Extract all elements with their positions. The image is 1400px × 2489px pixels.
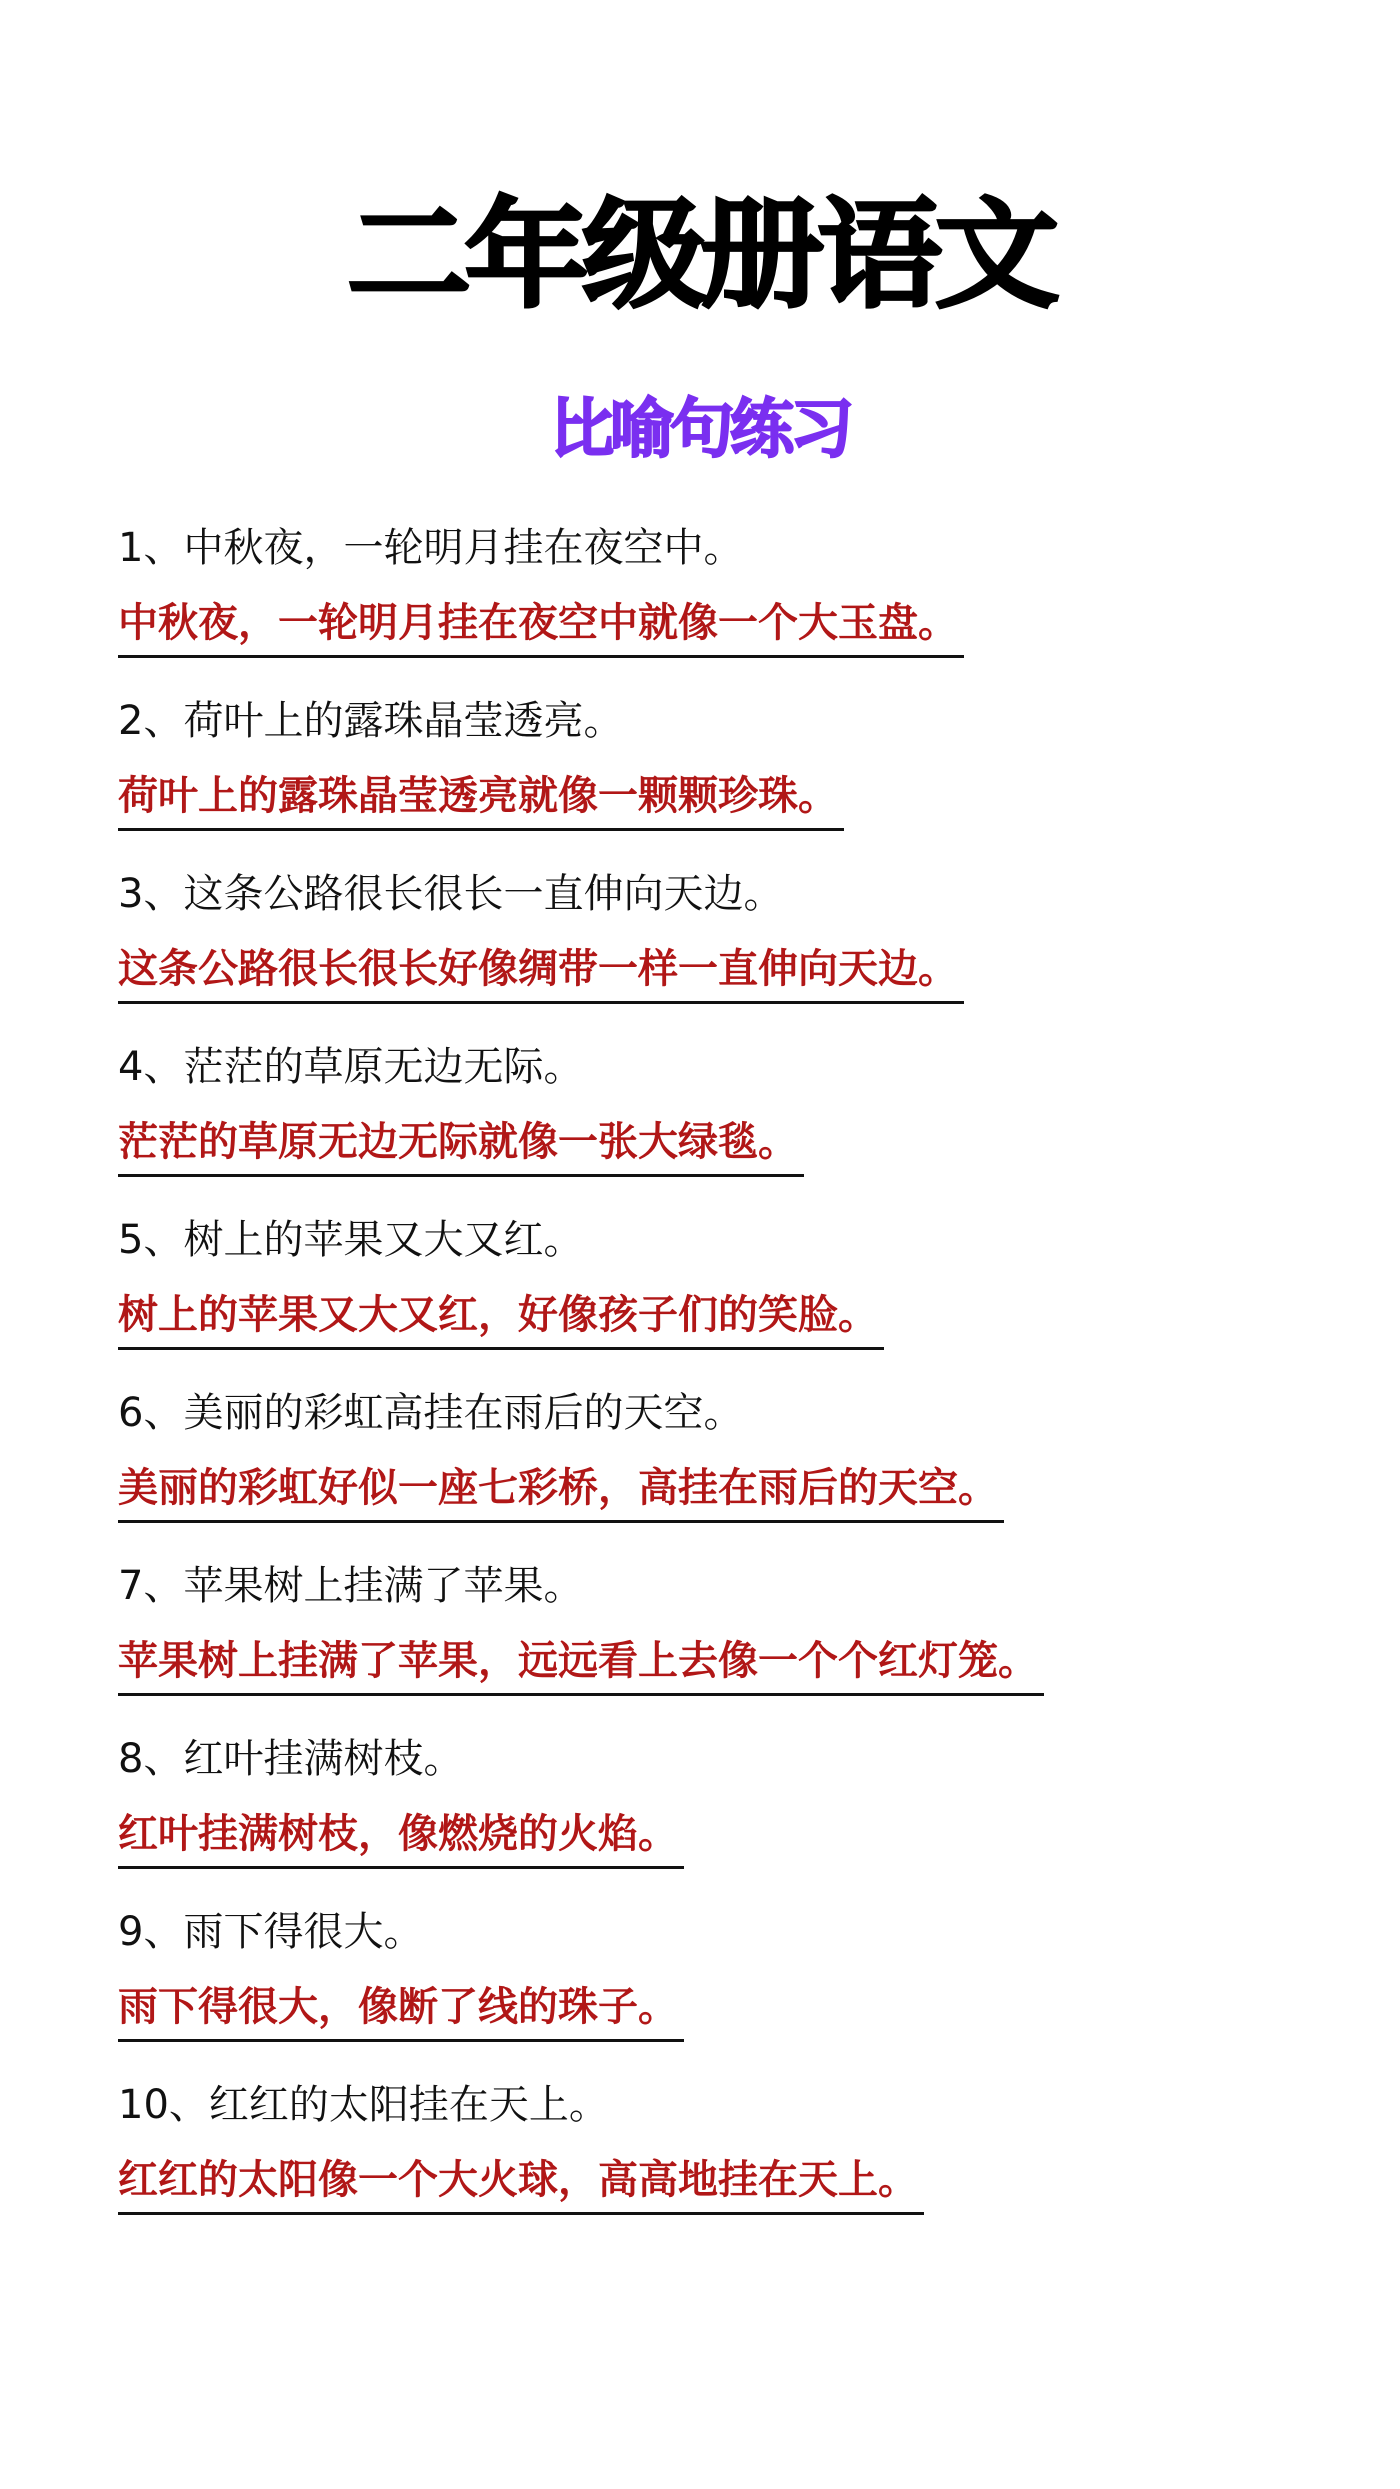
exercise-item-6 (118, 1370, 1298, 1543)
question-text: 9、雨下得很大。 (118, 1909, 424, 1955)
exercise-item-2 (118, 678, 1298, 851)
answer-text: 红红的太阳像一个大火球，高高地挂在天上。 (118, 2148, 924, 2215)
question-text: 1、中秋夜，一轮明月挂在夜空中。 (118, 525, 744, 571)
exercise-item-1 (118, 505, 1298, 678)
answer-text: 荷叶上的露珠晶莹透亮就像一颗颗珍珠。 (118, 764, 844, 831)
exercise-item-3 (118, 851, 1298, 1024)
answer-text: 美丽的彩虹好似一座七彩桥，高挂在雨后的天空。 (118, 1456, 1004, 1523)
answer-text: 树上的苹果又大又红，好像孩子们的笑脸。 (118, 1283, 884, 1350)
exercise-item-10 (118, 2062, 1298, 2235)
question-text: 8、红叶挂满树枝。 (118, 1736, 464, 1782)
answer-text: 这条公路很长很长好像绸带一样一直伸向天边。 (118, 937, 964, 1004)
question-text: 10、红红的太阳挂在天上。 (118, 2082, 609, 2128)
question-text: 3、这条公路很长很长一直伸向天边。 (118, 871, 784, 917)
answer-text: 中秋夜，一轮明月挂在夜空中就像一个大玉盘。 (118, 591, 964, 658)
answer-text: 茫茫的草原无边无际就像一张大绿毯。 (118, 1110, 804, 1177)
answer-text: 雨下得很大，像断了线的珠子。 (118, 1975, 684, 2042)
question-text: 7、苹果树上挂满了苹果。 (118, 1563, 584, 1609)
answer-text: 苹果树上挂满了苹果，远远看上去像一个个红灯笼。 (118, 1629, 1044, 1696)
answer-text: 红叶挂满树枝，像燃烧的火焰。 (118, 1802, 684, 1869)
exercise-item-8 (118, 1716, 1298, 1889)
question-text: 6、美丽的彩虹高挂在雨后的天空。 (118, 1390, 744, 1436)
exercise-item-4 (118, 1024, 1298, 1197)
page-title: 二年级册语文 (347, 186, 1053, 324)
question-text: 2、荷叶上的露珠晶莹透亮。 (118, 698, 624, 744)
exercise-list (118, 505, 1298, 2235)
exercise-item-7 (118, 1543, 1298, 1716)
question-text: 4、茫茫的草原无边无际。 (118, 1044, 584, 1090)
exercise-item-9 (118, 1889, 1298, 2062)
page-subtitle: 比喻句练习 (550, 393, 850, 467)
exercise-item-5 (118, 1197, 1298, 1370)
question-text: 5、树上的苹果又大又红。 (118, 1217, 584, 1263)
